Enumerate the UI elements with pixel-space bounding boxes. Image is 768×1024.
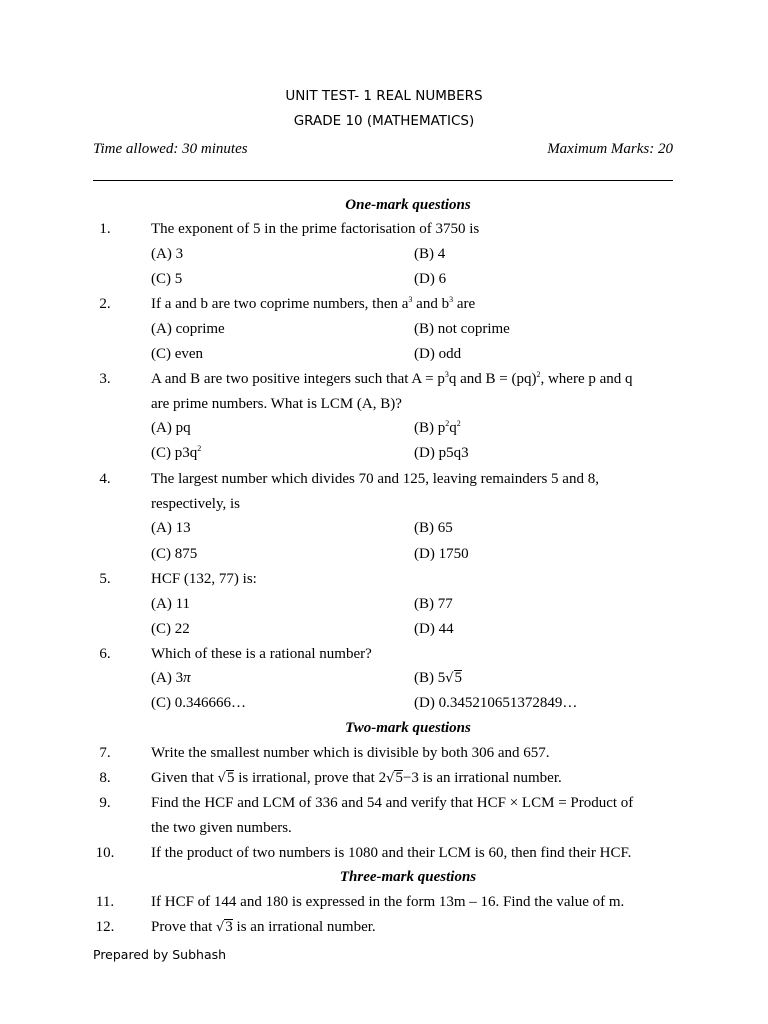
question-number: 11. xyxy=(95,894,115,910)
square-root-symbol: √ xyxy=(445,671,454,686)
option-c: (C) 875 xyxy=(151,546,198,562)
question-text: If a and b are two coprime numbers, then $a^3$ and $b^3$ are xyxy=(151,295,476,312)
question-text-continued: the two given numbers. xyxy=(151,820,292,836)
pi-symbol: π xyxy=(183,670,191,686)
option-c: (C) 0.346666… xyxy=(151,695,246,711)
question-number: 5. xyxy=(99,571,111,587)
option-b: (B) 65 xyxy=(414,520,453,536)
option-b: (B) 77 xyxy=(414,596,453,612)
option-a: (A) 3π xyxy=(151,670,191,686)
question-text: Find the HCF and LCM of 336 and 54 and verify that HCF × LCM = Product of xyxy=(151,795,634,811)
option-a: (A) coprime xyxy=(151,321,225,337)
time-allowed: Time allowed: 30 minutes xyxy=(93,141,248,157)
maximum-marks: Maximum Marks: 20 xyxy=(547,141,673,157)
section-three-mark: Three-mark questions xyxy=(339,869,477,885)
option-d: (D) 1750 xyxy=(414,546,469,562)
question-text-continued: respectively, is xyxy=(151,496,240,512)
question-text: HCF (132, 77) is: xyxy=(151,571,257,587)
option-c: (C) even xyxy=(151,346,204,362)
question-number: 12. xyxy=(95,919,115,935)
square-root-symbol: √ xyxy=(216,920,225,935)
square-root-symbol: √ xyxy=(386,771,395,786)
question-text: The exponent of 5 in the prime factorisation of 3750 is xyxy=(151,221,480,237)
option-c: (C) $p3q^2$ xyxy=(151,444,202,461)
option-c: (C) 5 xyxy=(151,271,183,287)
question-number: 4. xyxy=(99,471,111,487)
question-number: 2. xyxy=(99,296,111,312)
option-b: (B) 5√5 xyxy=(414,670,463,686)
header-divider xyxy=(93,180,673,181)
question-number: 9. xyxy=(99,795,111,811)
question-text: The largest number which divides 70 and 125, leaving remainders 5 and 8, xyxy=(151,471,599,487)
footer-credit: Prepared by Subhash xyxy=(93,947,227,962)
question-text: Write the smallest number which is divisible by both 306 and 657. xyxy=(151,745,550,761)
option-d: (D) 44 xyxy=(414,621,454,637)
option-c: (C) 22 xyxy=(151,621,190,637)
question-number: 10. xyxy=(95,845,115,861)
question-number: 6. xyxy=(99,646,111,662)
question-text: If HCF of 144 and 180 is expressed in the form 13m – 16. Find the value of m. xyxy=(151,894,625,910)
question-text: Which of these is a rational number? xyxy=(151,646,372,662)
question-number: 1. xyxy=(99,221,111,237)
question-text: If the product of two numbers is 1080 and their LCM is 60, then find their HCF. xyxy=(151,845,632,861)
option-d: (D) 0.345210651372849… xyxy=(414,695,578,711)
option-a: (A) 3 xyxy=(151,246,184,262)
question-number: 7. xyxy=(99,745,111,761)
question-text: Given that √5 is irrational, prove that 2√5−3 is an irrational number. xyxy=(151,770,562,786)
test-title: UNIT TEST- 1 REAL NUMBERS xyxy=(285,88,483,104)
option-d: (D) p5q3 xyxy=(414,445,469,461)
section-two-mark: Two-mark questions xyxy=(345,720,471,736)
question-number: 3. xyxy=(99,371,111,387)
question-text: A and B are two positive integers such that $A = p^3q$ and B = (pq)$^2$, where p and q xyxy=(151,370,633,387)
option-a: (A) 13 xyxy=(151,520,191,536)
option-d: (D) odd xyxy=(414,346,462,362)
grade-subtitle: GRADE 10 (MATHEMATICS) xyxy=(293,113,475,129)
question-text-continued: are prime numbers. What is LCM (A, B)? xyxy=(151,396,402,412)
square-root-symbol: √ xyxy=(217,771,226,786)
option-a: (A) 11 xyxy=(151,596,191,612)
question-text: Prove that √3 is an irrational number. xyxy=(151,919,376,935)
section-one-mark: One-mark questions xyxy=(345,197,471,213)
option-d: (D) 6 xyxy=(414,271,447,287)
question-number: 8. xyxy=(99,770,111,786)
option-b: (B) $p^2q^2$ xyxy=(414,419,461,436)
option-b: (B) not coprime xyxy=(414,321,510,337)
option-a: (A) pq xyxy=(151,420,191,436)
option-b: (B) 4 xyxy=(414,246,446,262)
